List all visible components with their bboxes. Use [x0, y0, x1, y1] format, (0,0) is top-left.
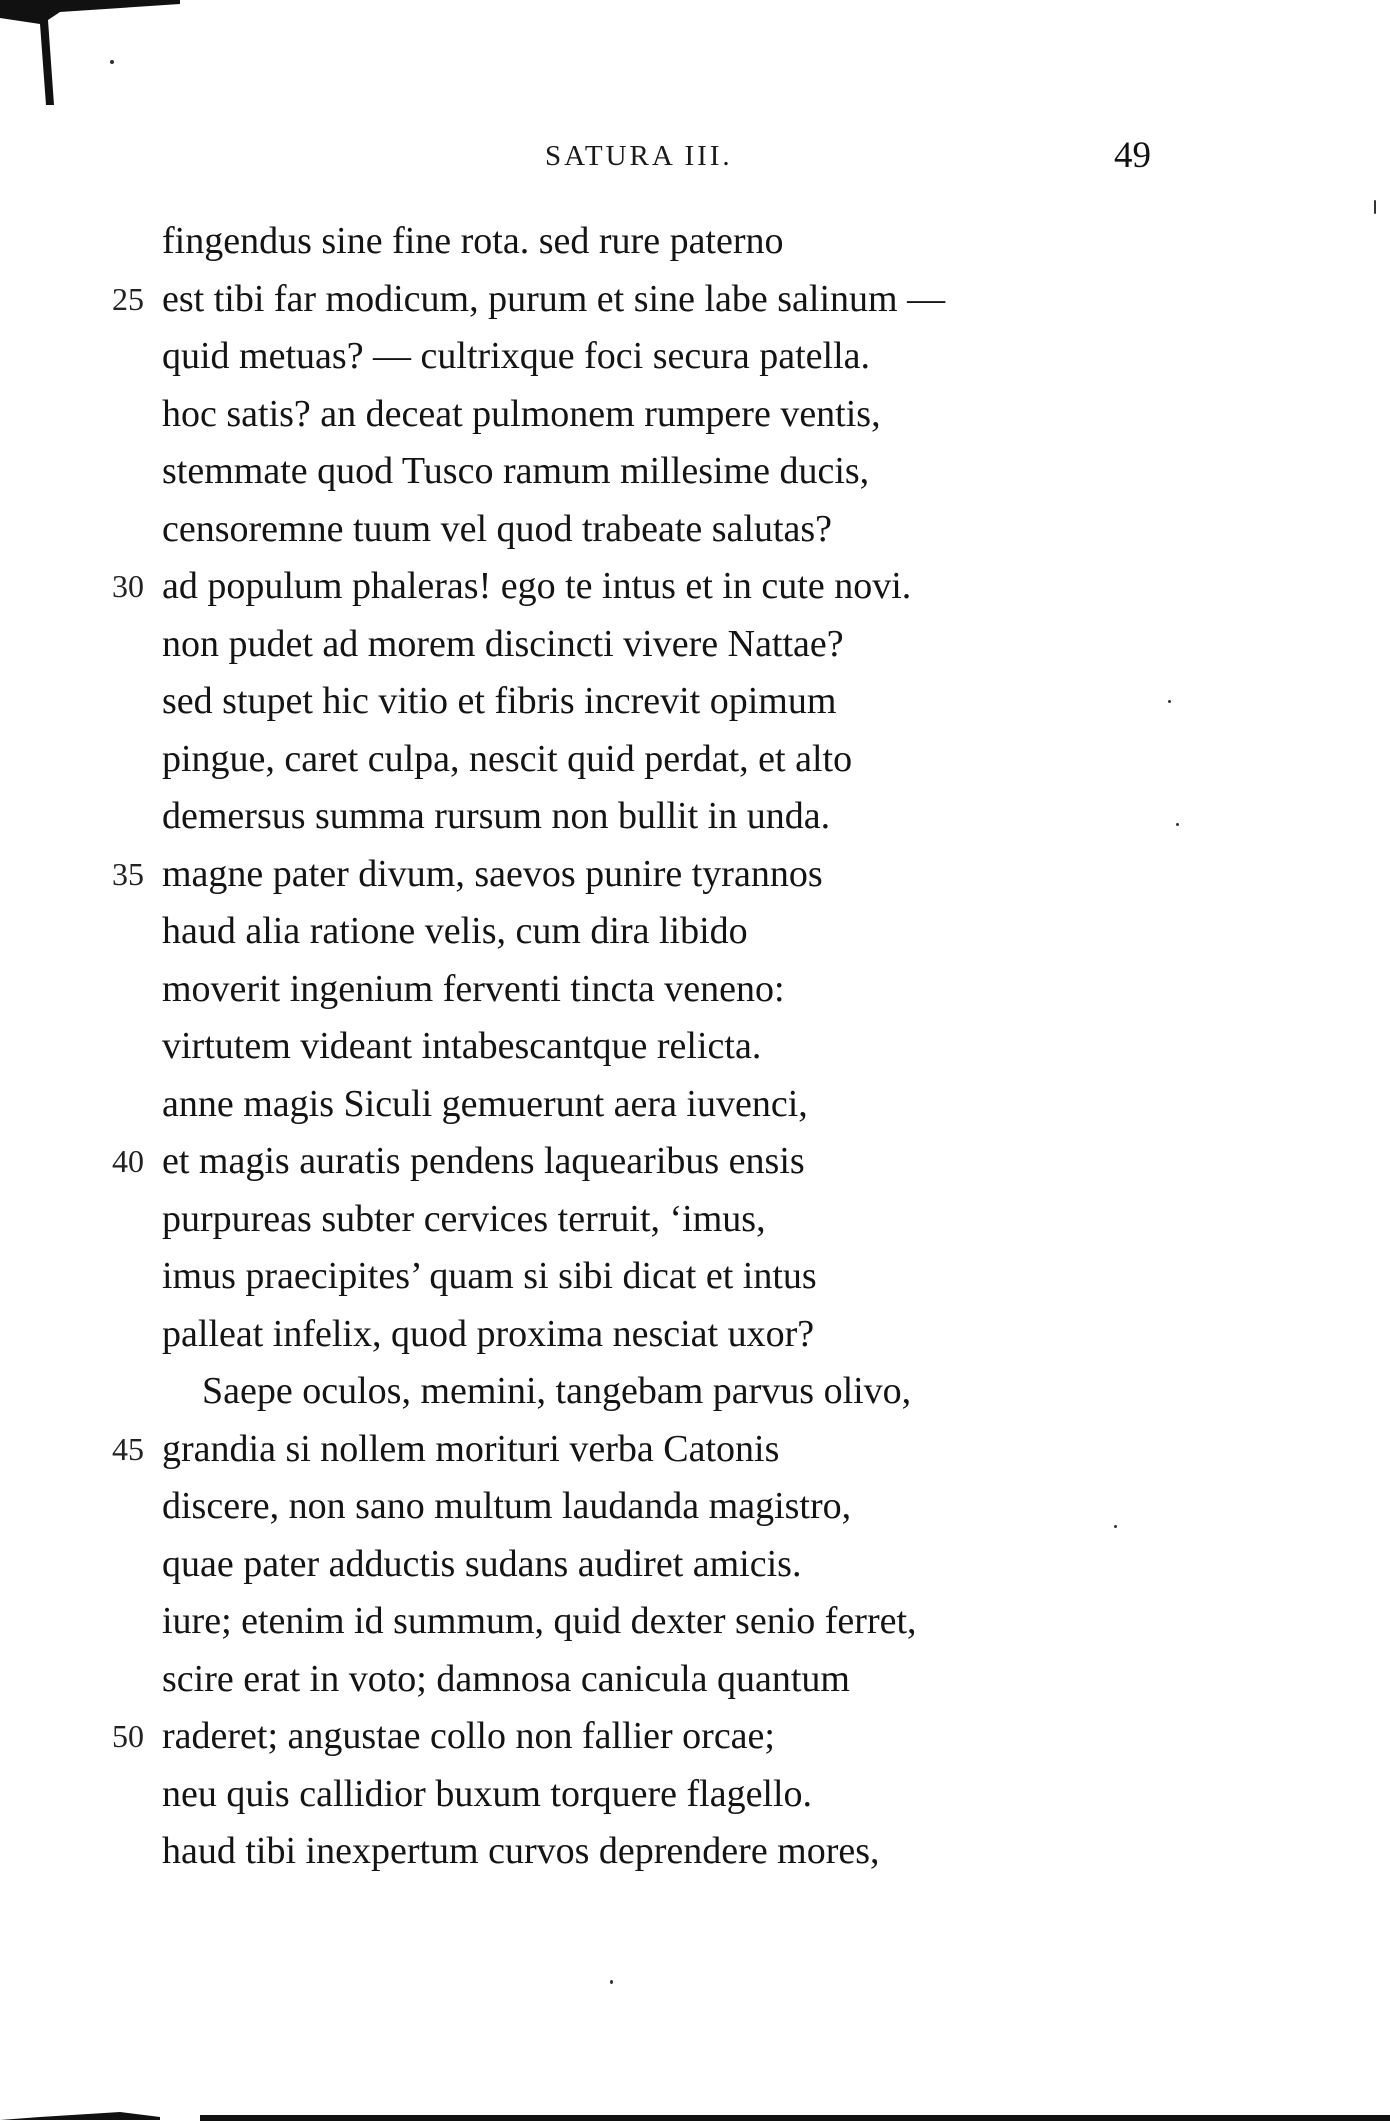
verse-text: haud tibi inexpertum curvos deprendere mores,	[162, 1830, 880, 1872]
line-number: 25	[112, 280, 144, 317]
verse-text: palleat infelix, quod proxima nesciat uxor?	[162, 1312, 815, 1355]
verse-line	[0, 558, 1390, 616]
verse-text: grandia si nollem morituri verba Catonis	[162, 1427, 780, 1470]
scan-corner-mark	[0, 0, 190, 110]
verse-text: sed stupet hic vitio et fibris increvit opimum	[162, 680, 837, 722]
scan-speck	[1168, 700, 1171, 703]
scan-speck	[1114, 1525, 1117, 1528]
verse-line	[0, 1018, 1390, 1076]
verse-text: quae pater adductis sudans audiret amicis.	[162, 1542, 802, 1585]
verse-text: virtutem videant intabescantque relicta.	[162, 1025, 762, 1067]
page-number: 49	[1114, 135, 1151, 176]
verse-line	[0, 1536, 1390, 1594]
verse-line	[0, 788, 1390, 846]
verse-text: stemmate quod Tusco ramum millesime ducis,	[162, 450, 870, 492]
verse-line	[0, 1191, 1390, 1249]
line-number: 40	[112, 1143, 144, 1179]
verse-line	[0, 271, 1390, 329]
verse-text: demersus summa rursum non bullit in unda.	[162, 795, 831, 837]
verse-line	[0, 1306, 1390, 1364]
verse-line-paragraph-start	[0, 1363, 1390, 1421]
poem-text	[0, 213, 1390, 1881]
verse-line	[0, 1593, 1390, 1651]
verse-line	[0, 673, 1390, 731]
verse-text: pingue, caret culpa, nescit quid perdat, et alto	[162, 737, 853, 780]
verse-text: anne magis Siculi gemuerunt aera iuvenci,	[162, 1082, 808, 1125]
scan-speck	[1374, 200, 1376, 214]
verse-line	[0, 328, 1390, 386]
verse-line	[0, 1766, 1390, 1824]
verse-text: scire erat in voto; damnosa canicula quantum	[162, 1657, 850, 1700]
verse-text: Saepe oculos, memini, tangebam parvus olivo,	[202, 1370, 912, 1412]
scan-speck	[610, 1980, 613, 1984]
scan-speck	[1176, 823, 1179, 826]
verse-line	[0, 443, 1390, 501]
verse-text: est tibi far modicum, purum et sine labe salinum —	[162, 277, 946, 320]
verse-line	[0, 846, 1390, 904]
verse-text: non pudet ad morem discincti vivere Nattae?	[162, 622, 844, 665]
line-number: 30	[112, 568, 144, 604]
verse-line	[0, 1823, 1390, 1881]
scan-bottom-edge	[0, 2108, 1390, 2123]
verse-text: censoremne tuum vel quod trabeate salutas?	[162, 507, 833, 550]
running-title: SATURA III.	[545, 140, 733, 172]
verse-line	[0, 616, 1390, 674]
line-number: 50	[112, 1718, 144, 1754]
verse-line	[0, 961, 1390, 1019]
verse-line	[0, 1421, 1390, 1479]
verse-line	[0, 1248, 1390, 1306]
verse-text: imus praecipites’ quam si sibi dicat et intus	[162, 1255, 817, 1297]
verse-line	[0, 1133, 1390, 1191]
verse-line	[0, 501, 1390, 559]
verse-text: moverit ingenium ferventi tincta veneno:	[162, 967, 785, 1010]
verse-text: neu quis callidior buxum torquere flagello.	[162, 1772, 813, 1815]
verse-text: raderet; angustae collo non fallier orcae;	[162, 1715, 775, 1757]
verse-line	[0, 1708, 1390, 1766]
verse-text: haud alia ratione velis, cum dira libido	[162, 910, 748, 952]
verse-line	[0, 903, 1390, 961]
verse-line	[0, 386, 1390, 444]
verse-line	[0, 213, 1390, 271]
verse-text: iure; etenim id summum, quid dexter senio ferret,	[162, 1600, 917, 1642]
verse-line	[0, 1478, 1390, 1536]
line-number: 45	[112, 1430, 144, 1467]
verse-text: fingendus sine fine rota. sed rure paterno	[162, 220, 784, 262]
verse-text: et magis auratis pendens laquearibus ensis	[162, 1140, 805, 1182]
verse-line	[0, 731, 1390, 789]
verse-text: purpureas subter cervices terruit, ‘imus,	[162, 1197, 766, 1240]
verse-text: discere, non sano multum laudanda magistro,	[162, 1485, 852, 1527]
line-number: 35	[112, 855, 144, 892]
verse-line	[0, 1076, 1390, 1134]
verse-text: quid metuas? — cultrixque foci secura patella.	[162, 335, 871, 377]
verse-text: ad populum phaleras! ego te intus et in cute novi.	[162, 565, 912, 607]
verse-text: hoc satis? an deceat pulmonem rumpere ventis,	[162, 392, 881, 435]
verse-line	[0, 1651, 1390, 1709]
running-header	[0, 135, 1390, 180]
verse-text: magne pater divum, saevos punire tyrannos	[162, 852, 823, 895]
